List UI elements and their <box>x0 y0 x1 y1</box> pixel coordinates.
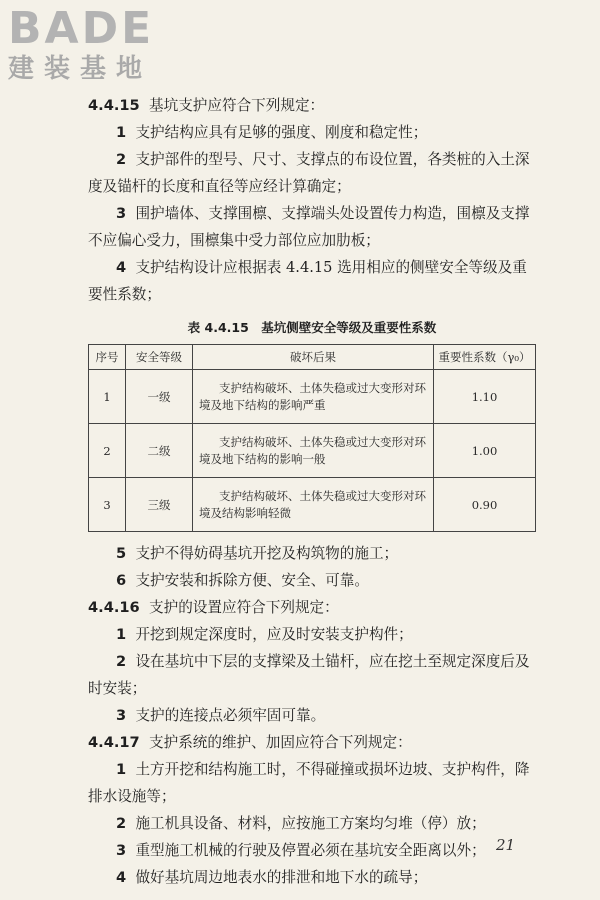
item-text: 开挖到规定深度时，应及时安装支护构件； <box>135 626 413 643</box>
clause-number: 4.4.16 <box>88 599 140 616</box>
item-text: 支护不得妨碍基坑开挖及构筑物的施工； <box>135 545 399 562</box>
column-header: 重要性系数（γ₀） <box>434 345 536 370</box>
item-number: 1 <box>116 761 127 778</box>
list-item <box>88 810 536 837</box>
list-item <box>88 621 536 648</box>
clause-number: 4.4.15 <box>88 97 140 114</box>
cell-consequence: 支护结构破坏、土体失稳或过大变形对环境及地下结构的影响严重 <box>193 370 434 424</box>
list-item <box>88 648 536 702</box>
cell-coefficient: 0.90 <box>434 478 536 532</box>
page-content <box>88 92 536 891</box>
item-number: 1 <box>116 626 127 643</box>
cell-grade: 二级 <box>126 424 193 478</box>
cell-consequence: 支护结构破坏、土体失稳或过大变形对环境及结构影响轻微 <box>193 478 434 532</box>
clause-title: 支护系统的维护、加固应符合下列规定： <box>149 734 412 751</box>
item-number: 4 <box>116 259 127 276</box>
logo <box>8 3 178 84</box>
item-text: 围护墙体、支撑围檩、支撑端头处设置传力构造，围檩及支撑不应偏心受力，围檩集中受力部位应加肋板； <box>88 205 530 249</box>
column-header: 破坏后果 <box>193 345 434 370</box>
item-text: 施工机具设备、材料，应按施工方案均匀堆（停）放； <box>135 815 486 832</box>
item-number: 3 <box>116 842 127 859</box>
item-number: 4 <box>116 869 127 886</box>
list-item <box>88 756 536 810</box>
list-item <box>88 146 536 200</box>
cell-consequence: 支护结构破坏、土体失稳或过大变形对环境及地下结构的影响一般 <box>193 424 434 478</box>
item-number: 6 <box>116 572 127 589</box>
item-number: 5 <box>116 545 127 562</box>
item-number: 2 <box>116 815 127 832</box>
clause-number: 4.4.17 <box>88 734 140 751</box>
list-item <box>88 837 536 864</box>
logo-text-en: BADE <box>8 3 155 54</box>
column-header: 安全等级 <box>126 345 193 370</box>
list-item <box>88 567 536 594</box>
list-item <box>88 119 536 146</box>
list-item <box>88 540 536 567</box>
clause-4-4-17 <box>88 729 536 756</box>
spacer <box>88 532 536 540</box>
cell-grade: 三级 <box>126 478 193 532</box>
item-text: 支护的连接点必须牢固可靠。 <box>135 707 326 724</box>
safety-grade-table <box>88 344 536 532</box>
cell-no: 3 <box>89 478 126 532</box>
item-number: 3 <box>116 707 127 724</box>
list-item <box>88 200 536 254</box>
item-number: 2 <box>116 151 127 168</box>
item-text: 设在基坑中下层的支撑梁及土锚杆，应在挖土至规定深度后及时安装； <box>88 653 530 697</box>
page-number: 21 <box>496 836 516 854</box>
clause-4-4-16 <box>88 594 536 621</box>
column-header: 序号 <box>89 345 126 370</box>
cell-coefficient: 1.10 <box>434 370 536 424</box>
table-caption: 表 4.4.15 基坑侧壁安全等级及重要性系数 <box>187 320 437 335</box>
clause-title: 支护的设置应符合下列规定： <box>149 599 339 616</box>
list-item <box>88 702 536 729</box>
table-row <box>89 478 536 532</box>
table-header-row <box>89 345 536 370</box>
cell-no: 1 <box>89 370 126 424</box>
item-number: 2 <box>116 653 127 670</box>
table-row <box>89 370 536 424</box>
cell-no: 2 <box>89 424 126 478</box>
item-text: 支护部件的型号、尺寸、支撑点的布设位置，各类桩的入土深度及锚杆的长度和直径等应经计算确定； <box>88 151 530 195</box>
clause-title: 基坑支护应符合下列规定： <box>149 97 325 114</box>
table-row <box>89 424 536 478</box>
item-number: 1 <box>116 124 127 141</box>
item-text: 支护结构应具有足够的强度、刚度和稳定性； <box>135 124 428 141</box>
item-text: 重型施工机械的行驶及停置必须在基坑安全距离以外； <box>135 842 486 859</box>
list-item <box>88 254 536 308</box>
item-text: 支护安装和拆除方便、安全、可靠。 <box>135 572 369 589</box>
item-text: 支护结构设计应根据表 4.4.15 选用相应的侧壁安全等级及重要性系数； <box>88 259 527 303</box>
clause-4-4-15 <box>88 92 536 119</box>
item-number: 3 <box>116 205 127 222</box>
item-text: 做好基坑周边地表水的排泄和地下水的疏导； <box>135 869 428 886</box>
list-item <box>88 864 536 891</box>
logo-text-cn: 建装基地 <box>8 54 153 84</box>
item-text: 土方开挖和结构施工时，不得碰撞或损坏边坡、支护构件，降排水设施等； <box>88 761 530 805</box>
cell-coefficient: 1.00 <box>434 424 536 478</box>
cell-grade: 一级 <box>126 370 193 424</box>
